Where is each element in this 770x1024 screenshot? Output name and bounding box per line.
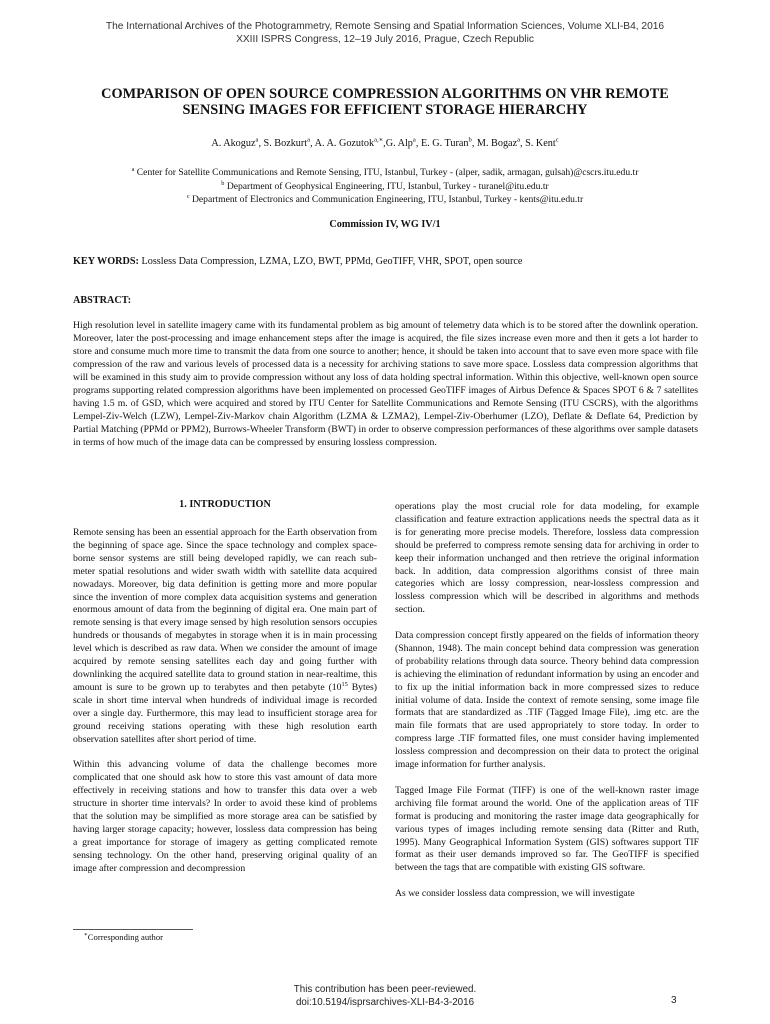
paper-title	[60, 86, 710, 118]
footnote-mark: ∗	[84, 932, 88, 939]
left-column	[73, 527, 377, 888]
paragraph	[73, 527, 377, 746]
page-number: 3	[671, 995, 677, 1006]
right-column	[395, 501, 699, 914]
affiliation-text: Department of Geophysical Engineering, ITU, Istanbul, Turkey - turanel@itu.edu.tr	[226, 180, 549, 192]
paragraph: Tagged Image File Format (TIFF) is one of the well-known raster image archiving file format around the world. One of the application areas of TIF format is producing and monitoring the raster image data geographically for various types of images including remote sensing data (Ritter and Ruth, 1995). Many Geographical Information System (GIS) softwares support TIF format as their user demands improved so far. The GeoTIFF is specified between the tags that are compatible with existing GIS software.	[395, 784, 699, 874]
author-sep: ,	[520, 138, 526, 149]
affiliation-b	[40, 180, 730, 194]
paragraph: Within this advancing volume of data the challenge becomes more complicated that one should ask how to store this vast amount of data more effectively in receiving stations and how to transfer this data over a web structure in shorter time intervals? In order to avoid these kind of problems that the solution may be simplified as more storage area can be satisfied by having larger storage capacity; however, lossless data compression has being a great importance for storage of imagery as getting complicated remote sensing technology. On the other hand, preserving original quality of an image after compression and decompression	[73, 759, 377, 874]
keywords-label: KEY WORDS:	[73, 256, 139, 267]
affiliations	[40, 166, 730, 207]
author-name: E. G. Turan	[420, 138, 469, 149]
affiliation-text: Department of Electronics and Communication Engineering, ITU, Istanbul, Turkey - kents@itu.edu.tr	[192, 194, 584, 205]
keywords-text: Lossless Data Compression, LZMA, LZO, BWT, PPMd, GeoTIFF, VHR, SPOT, open source	[141, 256, 523, 267]
header-congress-line: XXIII ISPRS Congress, 12–19 July 2016, Prague, Czech Republic	[236, 34, 534, 45]
exponent: 15	[341, 680, 348, 688]
author-sup: a	[412, 136, 416, 144]
affiliation-c	[40, 193, 730, 207]
author-sup: a,∗	[374, 136, 384, 144]
affiliation-a	[40, 166, 730, 180]
author-name: A. A. Gozutok	[314, 138, 375, 149]
section-heading-introduction: 1. INTRODUCTION	[179, 499, 271, 510]
paragraph: operations play the most crucial role for data modeling, for example classification and feature extraction applications needs the spectral data as it is for generating more precise models. Therefore, lossless data compression should be preferred to compress remote sensing data for archiving in order to keep their information unchanged and then retrieve the original information back. In addition, data compression algorithms consist of three main categories which are lossy compression, near-lossless compression and lossless compression which will be described in algorithms and methods section.	[395, 501, 699, 616]
paragraph-text: Remote sensing has been an essential approach for the Earth observation from the beginning of space age. Since the space technology and complex space-borne sensor systems are still being developed rapidly, we can reach sub-meter spatial resolutions and wider swath width with satellite data acquired nowadays. Moreover, big data definition is getting more and more popular since the invention of more complex data acquisition systems and generation enormous amount of data from the beginning of digital era. One main part of remote sensing is that every image sensed by high resolution sensors occupies hundreds or thousands of megabytes in storage when it is in main processing level which is described as raw data. When we consider the amount of image acquired by remote sensing satellites each day and going further with downlinking the acquired satellite data to ground station in near-realtime, this amount is sure to be grown up to terabytes and then petabyte (10	[73, 527, 377, 693]
footnote-rule	[73, 929, 193, 930]
author-sep: ,	[310, 138, 315, 149]
affiliation-text: Center for Satellite Communications and Remote Sensing, ITU, Istanbul, Turkey - (alper, sadik, armagan, gulsah)@cscrs.itu.edu.tr	[136, 167, 639, 178]
paragraph: Data compression concept firstly appeared on the fields of information theory (Shannon, 1948). The main concept behind data compression was generation of probability relations through data source. Theory behind data compression is achieving the elimination of redundant information by using an encoder and to fix up the initial information back in more compressed sizes to reduce initial volume of data. Inside the context of remote sensing, some image file formats that are standardized as .TIF (Tagged Image File), .img etc. are the main file formats that are used appropriately to store today. In order to compress large .TIF formatted files, one must consider having implemented lossless compression and decompression on their data to protect the original image information for further analysis.	[395, 630, 699, 771]
author-name: S. Kent	[525, 138, 556, 149]
author-sup: a	[517, 136, 521, 144]
affiliation-sup: b	[221, 179, 225, 187]
affiliation-sup: c	[186, 192, 190, 200]
author-sup: b	[468, 136, 472, 144]
author-name: S. Bozkurt	[263, 138, 308, 149]
author-name: G. Alp	[385, 138, 413, 149]
commission: Commission IV, WG IV/1	[329, 219, 441, 230]
author-sup: c	[555, 136, 559, 144]
title-line-1: COMPARISON OF OPEN SOURCE COMPRESSION ALGORITHMS ON VHR REMOTE	[101, 86, 669, 102]
author-name: M. Bogaz	[476, 138, 518, 149]
author-sup: a	[307, 136, 311, 144]
author-sep: ,	[415, 138, 421, 149]
author-name: A. Akoguz	[211, 138, 256, 149]
abstract-text: High resolution level in satellite imagery came with its fundamental problem as big amount of telemetry data which is to be stored after the downlink operation. Moreover, later the post-processing and image enhancement steps after the image is acquired, the file sizes increase even more and then it gets a lot harder to store and consume much more time to transmit the data from one source to another; hence, it should be taken into account that to save even more space with file compression of the raw and various levels of processed data is a necessity for archiving stations to save more space. Lossless data compression algorithms that will be examined in this study aim to provide compression without any loss of data holding spectral information. Within this objective, well-known open source programs supporting related compression algorithms have been implemented on processed GeoTIFF images of Airbus Defence & Spaces SPOT 6 & 7 satellites having 1.5 m. of GSD, which were acquired and stored by ITU Center for Satellite Communications and Remote Sensing (ITU CSCRS), with the algorithms Lempel-Ziv-Welch (LZW), Lempel-Ziv-Markov chain Algorithm (LZMA & LZMA2), Lempel-Ziv-Oberhumer (LZO), Deflate & Deflate 64, Prediction by Partial Matching (PPMd or PPM2), Burrows-Wheeler Transform (BWT) in order to observe compression performances of these algorithms over sample datasets in terms of how much of the image data can be compressed by ensuring lossless compression.	[73, 320, 698, 448]
author-sep: ,	[471, 138, 477, 149]
paragraph-text-tail: Bytes) scale in short time interval when hundreds of individual image is recorded over a single day. Furthermore, this may lead to insufficient storage area for ground receiving stations operating with these high resolution earth observation satellites after short period of time.	[73, 681, 377, 745]
author-list	[40, 138, 730, 149]
author-sup: a	[255, 136, 259, 144]
header-journal-line: The International Archives of the Photogrammetry, Remote Sensing and Spatial Information Sciences, Volume XLI-B4, 2016	[105, 21, 665, 32]
page-header	[0, 20, 770, 46]
page-footer	[0, 983, 770, 1009]
footnote	[84, 932, 163, 942]
title-line-2: SENSING IMAGES FOR EFFICIENT STORAGE HIERARCHY	[182, 102, 588, 118]
paragraph: As we consider lossless data compression, we will investigate	[395, 888, 635, 900]
footnote-text: Corresponding author	[87, 932, 163, 942]
keywords	[73, 256, 698, 267]
author-sep: ,	[258, 138, 264, 149]
abstract-heading: ABSTRACT:	[73, 295, 132, 306]
footer-review-note: This contribution has been peer-reviewed.	[293, 984, 477, 995]
footer-doi: doi:10.5194/isprsarchives-XLI-B4-3-2016	[295, 997, 475, 1008]
affiliation-sup: a	[131, 165, 135, 173]
author-sep: ,	[383, 138, 386, 149]
